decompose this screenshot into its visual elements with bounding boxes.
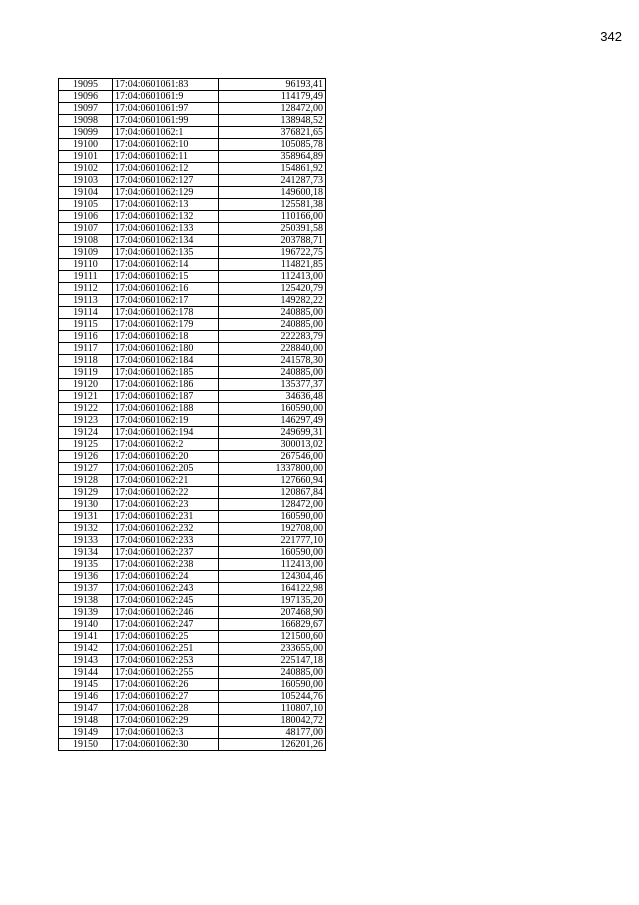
value-cell: 221777,10 [219,535,326,547]
value-cell: 180042,72 [219,715,326,727]
cadastral-number-cell: 17:04:0601062:253 [113,655,219,667]
table-row [59,343,326,355]
cadastral-number-cell: 17:04:0601062:238 [113,559,219,571]
cadastral-number-cell: 17:04:0601062:19 [113,415,219,427]
cadastral-number-cell: 17:04:0601062:14 [113,259,219,271]
table-row [59,643,326,655]
table-row [59,79,326,91]
row-number-cell: 19117 [59,343,113,355]
row-number-cell: 19145 [59,679,113,691]
row-number-cell: 19138 [59,595,113,607]
value-cell: 127660,94 [219,475,326,487]
row-number-cell: 19141 [59,631,113,643]
cadastral-number-cell: 17:04:0601062:15 [113,271,219,283]
row-number-cell: 19115 [59,319,113,331]
row-number-cell: 19149 [59,727,113,739]
value-cell: 128472,00 [219,103,326,115]
row-number-cell: 19101 [59,151,113,163]
value-cell: 358964,89 [219,151,326,163]
value-cell: 203788,71 [219,235,326,247]
row-number-cell: 19127 [59,463,113,475]
value-cell: 120867,84 [219,487,326,499]
cadastral-number-cell: 17:04:0601062:246 [113,607,219,619]
table-row [59,511,326,523]
table-row [59,427,326,439]
table-row [59,499,326,511]
table-row [59,391,326,403]
value-cell: 121500,60 [219,631,326,643]
cadastral-number-cell: 17:04:0601062:11 [113,151,219,163]
row-number-cell: 19133 [59,535,113,547]
cadastral-number-cell: 17:04:0601062:231 [113,511,219,523]
table-row [59,103,326,115]
row-number-cell: 19104 [59,187,113,199]
row-number-cell: 19132 [59,523,113,535]
row-number-cell: 19099 [59,127,113,139]
value-cell: 196722,75 [219,247,326,259]
table-row [59,331,326,343]
cadastral-number-cell: 17:04:0601062:2 [113,439,219,451]
value-cell: 149282,22 [219,295,326,307]
table-row [59,295,326,307]
cadastral-number-cell: 17:04:0601062:245 [113,595,219,607]
value-cell: 48177,00 [219,727,326,739]
cadastral-number-cell: 17:04:0601062:20 [113,451,219,463]
cadastral-number-cell: 17:04:0601062:10 [113,139,219,151]
table-row [59,163,326,175]
cadastral-number-cell: 17:04:0601062:27 [113,691,219,703]
row-number-cell: 19143 [59,655,113,667]
table-row [59,679,326,691]
table-row [59,703,326,715]
table-row [59,607,326,619]
cadastral-number-cell: 17:04:0601061:9 [113,91,219,103]
table-row [59,691,326,703]
table-row [59,247,326,259]
table-row [59,211,326,223]
cadastral-number-cell: 17:04:0601062:233 [113,535,219,547]
row-number-cell: 19118 [59,355,113,367]
cadastral-number-cell: 17:04:0601062:26 [113,679,219,691]
row-number-cell: 19134 [59,547,113,559]
value-cell: 1337800,00 [219,463,326,475]
value-cell: 166829,67 [219,619,326,631]
table-row [59,475,326,487]
table-row [59,151,326,163]
table-row [59,487,326,499]
value-cell: 96193,41 [219,79,326,91]
cadastral-number-cell: 17:04:0601062:132 [113,211,219,223]
value-cell: 160590,00 [219,679,326,691]
value-cell: 34636,48 [219,391,326,403]
cadastral-number-cell: 17:04:0601062:18 [113,331,219,343]
value-cell: 160590,00 [219,547,326,559]
value-cell: 160590,00 [219,403,326,415]
table-row [59,619,326,631]
value-cell: 197135,20 [219,595,326,607]
cadastral-number-cell: 17:04:0601062:255 [113,667,219,679]
cadastral-number-cell: 17:04:0601062:3 [113,727,219,739]
table-row [59,139,326,151]
row-number-cell: 19126 [59,451,113,463]
row-number-cell: 19142 [59,643,113,655]
table-row [59,283,326,295]
value-cell: 240885,00 [219,367,326,379]
table-row [59,271,326,283]
table-row [59,355,326,367]
row-number-cell: 19146 [59,691,113,703]
row-number-cell: 19125 [59,439,113,451]
value-cell: 135377,37 [219,379,326,391]
row-number-cell: 19136 [59,571,113,583]
table-row [59,667,326,679]
cadastral-number-cell: 17:04:0601062:29 [113,715,219,727]
table-row [59,451,326,463]
row-number-cell: 19097 [59,103,113,115]
table-row [59,175,326,187]
cadastral-number-cell: 17:04:0601061:99 [113,115,219,127]
table-row [59,571,326,583]
cadastral-number-cell: 17:04:0601062:133 [113,223,219,235]
value-cell: 124304,46 [219,571,326,583]
cadastral-number-cell: 17:04:0601062:247 [113,619,219,631]
cadastral-number-cell: 17:04:0601062:243 [113,583,219,595]
data-table [58,78,326,751]
table-row [59,595,326,607]
table-row [59,235,326,247]
value-cell: 110166,00 [219,211,326,223]
table-row [59,199,326,211]
value-cell: 222283,79 [219,331,326,343]
row-number-cell: 19098 [59,115,113,127]
cadastral-number-cell: 17:04:0601062:24 [113,571,219,583]
row-number-cell: 19095 [59,79,113,91]
table-row [59,127,326,139]
table-row [59,187,326,199]
row-number-cell: 19148 [59,715,113,727]
row-number-cell: 19114 [59,307,113,319]
cadastral-number-cell: 17:04:0601062:17 [113,295,219,307]
cadastral-number-cell: 17:04:0601062:184 [113,355,219,367]
table-row [59,91,326,103]
table-row [59,403,326,415]
row-number-cell: 19139 [59,607,113,619]
cadastral-number-cell: 17:04:0601062:25 [113,631,219,643]
table-row [59,523,326,535]
value-cell: 241578,30 [219,355,326,367]
row-number-cell: 19128 [59,475,113,487]
table-row [59,439,326,451]
value-cell: 267546,00 [219,451,326,463]
value-cell: 114179,49 [219,91,326,103]
value-cell: 240885,00 [219,307,326,319]
cadastral-number-cell: 17:04:0601062:194 [113,427,219,439]
row-number-cell: 19124 [59,427,113,439]
row-number-cell: 19150 [59,739,113,751]
table-row [59,463,326,475]
value-cell: 241287,73 [219,175,326,187]
value-cell: 192708,00 [219,523,326,535]
table-row [59,583,326,595]
row-number-cell: 19096 [59,91,113,103]
table-row [59,727,326,739]
table-row [59,631,326,643]
cadastral-number-cell: 17:04:0601062:30 [113,739,219,751]
page-number: 342 [600,29,622,44]
cadastral-number-cell: 17:04:0601062:180 [113,343,219,355]
value-cell: 250391,58 [219,223,326,235]
table-row [59,367,326,379]
row-number-cell: 19102 [59,163,113,175]
cadastral-number-cell: 17:04:0601061:97 [113,103,219,115]
value-cell: 105085,78 [219,139,326,151]
cadastral-number-cell: 17:04:0601062:16 [113,283,219,295]
value-cell: 112413,00 [219,559,326,571]
value-cell: 126201,26 [219,739,326,751]
cadastral-number-cell: 17:04:0601061:83 [113,79,219,91]
row-number-cell: 19106 [59,211,113,223]
row-number-cell: 19113 [59,295,113,307]
cadastral-number-cell: 17:04:0601062:129 [113,187,219,199]
row-number-cell: 19135 [59,559,113,571]
table-row [59,319,326,331]
table-row [59,115,326,127]
row-number-cell: 19103 [59,175,113,187]
value-cell: 160590,00 [219,511,326,523]
row-number-cell: 19116 [59,331,113,343]
table-row [59,535,326,547]
row-number-cell: 19100 [59,139,113,151]
value-cell: 114821,85 [219,259,326,271]
value-cell: 207468,90 [219,607,326,619]
row-number-cell: 19129 [59,487,113,499]
cadastral-number-cell: 17:04:0601062:134 [113,235,219,247]
cadastral-number-cell: 17:04:0601062:21 [113,475,219,487]
table-row [59,379,326,391]
value-cell: 228840,00 [219,343,326,355]
row-number-cell: 19111 [59,271,113,283]
cadastral-number-cell: 17:04:0601062:251 [113,643,219,655]
value-cell: 128472,00 [219,499,326,511]
cadastral-number-cell: 17:04:0601062:22 [113,487,219,499]
row-number-cell: 19119 [59,367,113,379]
table-row [59,259,326,271]
row-number-cell: 19123 [59,415,113,427]
value-cell: 154861,92 [219,163,326,175]
value-cell: 149600,18 [219,187,326,199]
row-number-cell: 19130 [59,499,113,511]
cadastral-number-cell: 17:04:0601062:23 [113,499,219,511]
table-row [59,547,326,559]
cadastral-number-cell: 17:04:0601062:178 [113,307,219,319]
row-number-cell: 19147 [59,703,113,715]
row-number-cell: 19131 [59,511,113,523]
row-number-cell: 19112 [59,283,113,295]
value-cell: 164122,98 [219,583,326,595]
value-cell: 138948,52 [219,115,326,127]
cadastral-number-cell: 17:04:0601062:13 [113,199,219,211]
value-cell: 125581,38 [219,199,326,211]
value-cell: 112413,00 [219,271,326,283]
table-row [59,223,326,235]
table-row [59,739,326,751]
cadastral-number-cell: 17:04:0601062:237 [113,547,219,559]
value-cell: 240885,00 [219,667,326,679]
cadastral-number-cell: 17:04:0601062:186 [113,379,219,391]
cadastral-number-cell: 17:04:0601062:127 [113,175,219,187]
cadastral-number-cell: 17:04:0601062:188 [113,403,219,415]
table-row [59,715,326,727]
value-cell: 376821,65 [219,127,326,139]
value-cell: 110807,10 [219,703,326,715]
row-number-cell: 19108 [59,235,113,247]
value-cell: 105244,76 [219,691,326,703]
cadastral-number-cell: 17:04:0601062:135 [113,247,219,259]
table-body [59,79,326,751]
row-number-cell: 19122 [59,403,113,415]
value-cell: 146297,49 [219,415,326,427]
table-row [59,415,326,427]
row-number-cell: 19137 [59,583,113,595]
row-number-cell: 19144 [59,667,113,679]
cadastral-number-cell: 17:04:0601062:1 [113,127,219,139]
value-cell: 300013,02 [219,439,326,451]
row-number-cell: 19121 [59,391,113,403]
cadastral-number-cell: 17:04:0601062:232 [113,523,219,535]
table-row [59,559,326,571]
value-cell: 233655,00 [219,643,326,655]
row-number-cell: 19105 [59,199,113,211]
row-number-cell: 19120 [59,379,113,391]
row-number-cell: 19109 [59,247,113,259]
cadastral-number-cell: 17:04:0601062:28 [113,703,219,715]
table-row [59,307,326,319]
row-number-cell: 19140 [59,619,113,631]
cadastral-number-cell: 17:04:0601062:205 [113,463,219,475]
value-cell: 249699,31 [219,427,326,439]
cadastral-number-cell: 17:04:0601062:187 [113,391,219,403]
value-cell: 225147,18 [219,655,326,667]
row-number-cell: 19110 [59,259,113,271]
cadastral-number-cell: 17:04:0601062:185 [113,367,219,379]
cadastral-number-cell: 17:04:0601062:179 [113,319,219,331]
cadastral-number-cell: 17:04:0601062:12 [113,163,219,175]
value-cell: 240885,00 [219,319,326,331]
value-cell: 125420,79 [219,283,326,295]
table-row [59,655,326,667]
row-number-cell: 19107 [59,223,113,235]
